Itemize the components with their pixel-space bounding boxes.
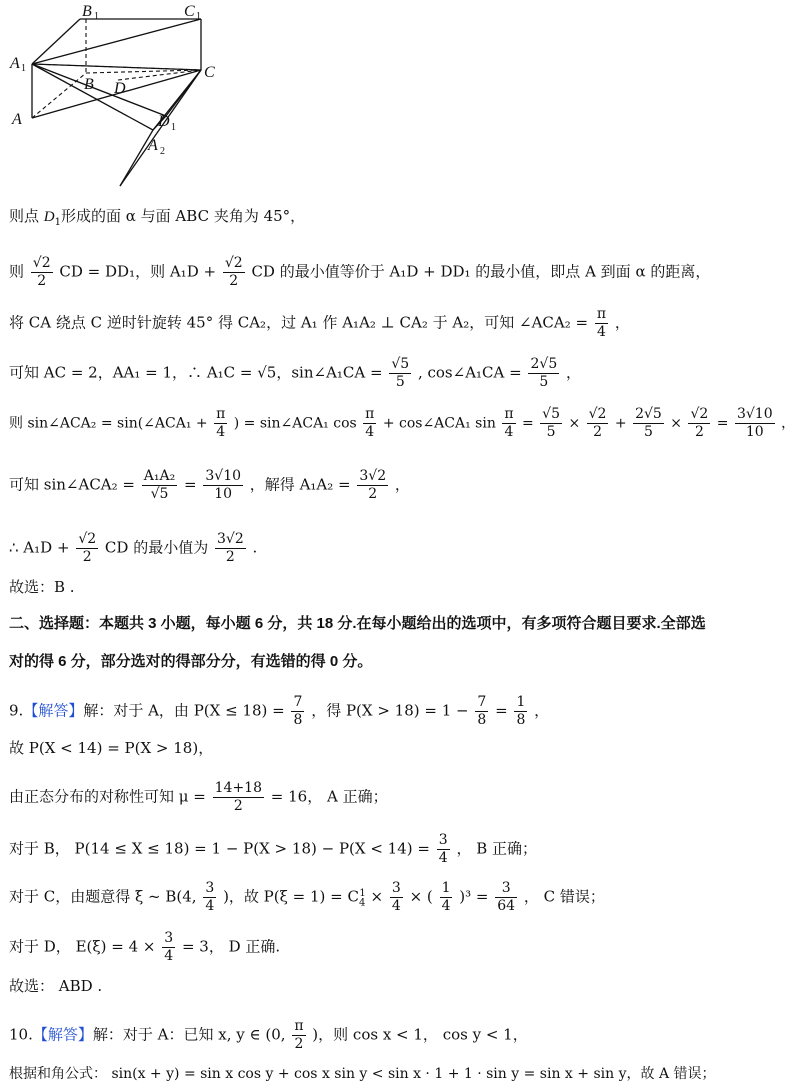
- answer-tag: 【解答】: [23, 702, 84, 720]
- fraction: $\frac{\pi}{4}$: [365, 406, 375, 440]
- geometry-figure: [8, 0, 244, 190]
- label-a2: A: [148, 137, 158, 154]
- solution-line: 故 P(X < 14) = P(X > 18)，: [9, 739, 214, 757]
- fraction: $\frac{1}{8}$: [516, 694, 526, 728]
- fraction: $\frac{\pi}{4}$: [504, 406, 514, 440]
- solution-line: 对于 D， E(ξ) = 4 × $\frac{3}{4}$ = 3， D 正确.: [9, 930, 281, 964]
- fraction: $\frac{3√2}{2}$: [359, 468, 387, 502]
- solution-line: 可知 AC = 2，AA₁ = 1，∴ A₁C = √5，sin∠A₁CA = $\frac{√5}{5}$ , cos∠A₁CA = $\frac{2√5}{5}$ ，: [9, 356, 582, 390]
- fraction: $\frac{√5}{5}$: [542, 406, 560, 440]
- fraction: $\frac{√2}{2}$: [224, 255, 243, 289]
- fraction: $\frac{3}{4}$: [391, 880, 401, 914]
- fraction: $\frac{3√2}{2}$: [216, 531, 244, 565]
- label-d1: D: [158, 113, 170, 130]
- label-a: A: [12, 111, 22, 128]
- solution-line: 对于 B， P(14 ≤ X ≤ 18) = 1 − P(X > 18) − P(X < 14) = $\frac{3}{4}$ ， B 正确；: [9, 832, 537, 866]
- answer-line: 故选：B .: [9, 578, 75, 596]
- fraction: $\frac{\pi}{4}$: [216, 406, 226, 440]
- fraction: $\frac{2√5}{5}$: [635, 406, 662, 440]
- question-10-line: 10.【解答】解：对于 A：已知 x, y ∈ (0, $\frac{\pi}{2}$ )，则 cos x < 1， cos y < 1，: [9, 1018, 528, 1052]
- fraction: $\frac{3}{4}$: [205, 880, 215, 914]
- svg-text:1: 1: [196, 11, 201, 22]
- section-heading-cont: 对的得 6 分，部分选对的得部分分，有选错的得 0 分。: [9, 653, 373, 670]
- label-c1: C: [184, 3, 195, 20]
- question-9-line: 9.【解答】解：对于 A，由 P(X ≤ 18) = $\frac{7}{8}$ ，得 P(X > 18) = 1 − $\frac{7}{8}$ = $\frac{1}{8}$ ，: [9, 694, 550, 728]
- label-c: C: [204, 64, 215, 81]
- fraction: $\frac{3}{4}$: [164, 930, 174, 964]
- label-b1: B: [82, 3, 92, 20]
- fraction: $\frac{√2}{2}$: [690, 406, 709, 440]
- fraction: $\frac{7}{8}$: [477, 694, 487, 728]
- fraction: $\frac{\text{A₁A₂}}{√5}$: [143, 468, 176, 502]
- fraction: $\frac{3}{4}$: [438, 832, 448, 866]
- solution-line: 根据和角公式： sin(x + y) = sin x cos y + cos x sin y < sin x · 1 + 1 · sin y = sin x + sin y，故 A 错误；: [9, 1066, 716, 1082]
- fraction: $\frac{14+18}{2}$: [214, 780, 262, 814]
- fraction: $\frac{√2}{2}$: [32, 255, 51, 289]
- svg-text:1: 1: [21, 63, 26, 74]
- fraction: $\frac{\pi}{2}$: [294, 1018, 304, 1052]
- answer-tag: 【解答】: [32, 1026, 93, 1044]
- label-a1: A: [10, 55, 20, 72]
- solution-line: 由正态分布的对称性可知 μ = $\frac{14+18}{2}$ = 16， A 正确；: [9, 780, 388, 814]
- svg-text:1: 1: [94, 11, 99, 22]
- fraction: $\frac{√2}{2}$: [78, 531, 97, 565]
- svg-text:1: 1: [171, 122, 176, 133]
- solution-line: 将 CA 绕点 C 逆时针旋转 45° 得 CA₂，过 A₁ 作 A₁A₂ ⊥ CA₂ 于 A₂，可知 ∠ACA₂ = $\frac{\pi}{4}$ ，: [9, 306, 630, 340]
- fraction: $\frac{2√5}{5}$: [530, 356, 558, 390]
- solution-line: 则 $\frac{√2}{2}$ CD = DD₁，则 A₁D + $\frac{√2}{2}$ CD 的最小值等价于 A₁D + DD₁ 的最小值，即点 A 到面 α 的距离，: [9, 255, 711, 289]
- label-b: B: [84, 76, 94, 93]
- fraction: $\frac{\pi}{4}$: [596, 306, 607, 340]
- solution-line: 则 sin∠ACA₂ = sin(∠ACA₁ + $\frac{\pi}{4}$ ) = sin∠ACA₁ cos $\frac{\pi}{4}$ + cos∠ACA₁ sin $\frac{\pi}{4}$ = $\frac{√5}{5}$ × $\frac{√2}{2}$ + $\frac{2√5}{5}$ × $\frac{√2}{2}$ = $\frac{3√10}{10}$ ，: [9, 406, 795, 440]
- fraction: $\frac{3√10}{10}$: [205, 468, 242, 502]
- answer-line: 故选： ABD .: [9, 977, 103, 995]
- solution-line: ∴ A₁D + $\frac{√2}{2}$ CD 的最小值为 $\frac{3√2}{2}$ .: [9, 531, 258, 565]
- fraction: $\frac{3√10}{10}$: [736, 406, 773, 440]
- fraction: $\frac{7}{8}$: [293, 694, 303, 728]
- solution-line: 可知 sin∠ACA₂ = $\frac{\text{A₁A₂}}{√5}$ = $\frac{3√10}{10}$ ，解得 A₁A₂ = $\frac{3√2}{2}$ ，: [9, 468, 410, 502]
- fraction: $\frac{3}{64}$: [497, 880, 516, 914]
- fraction: $\frac{√2}{2}$: [588, 406, 607, 440]
- solution-line: 对于 C，由题意得 ξ ~ B(4, $\frac{3}{4}$ )，故 $P(\xi = 1) = C_4^1$ × $\frac{3}{4}$ × ( $\frac{1}{4}$ )³ = $\frac{3}{64}$ ， C 错误；: [9, 880, 605, 914]
- prism-diagram: [8, 0, 244, 190]
- fraction: $\frac{√5}{5}$: [391, 356, 410, 390]
- svg-text:2: 2: [160, 146, 165, 157]
- solution-line: 则点 $D_1$形成的面 α 与面 ABC 夹角为 45°，: [9, 207, 306, 228]
- section-heading: 二、选择题：本题共 3 小题，每小题 6 分，共 18 分.在每小题给出的选项中，有多项符合题目要求.全部选: [9, 615, 706, 632]
- label-d: D: [114, 80, 126, 97]
- fraction: $\frac{1}{4}$: [441, 880, 451, 914]
